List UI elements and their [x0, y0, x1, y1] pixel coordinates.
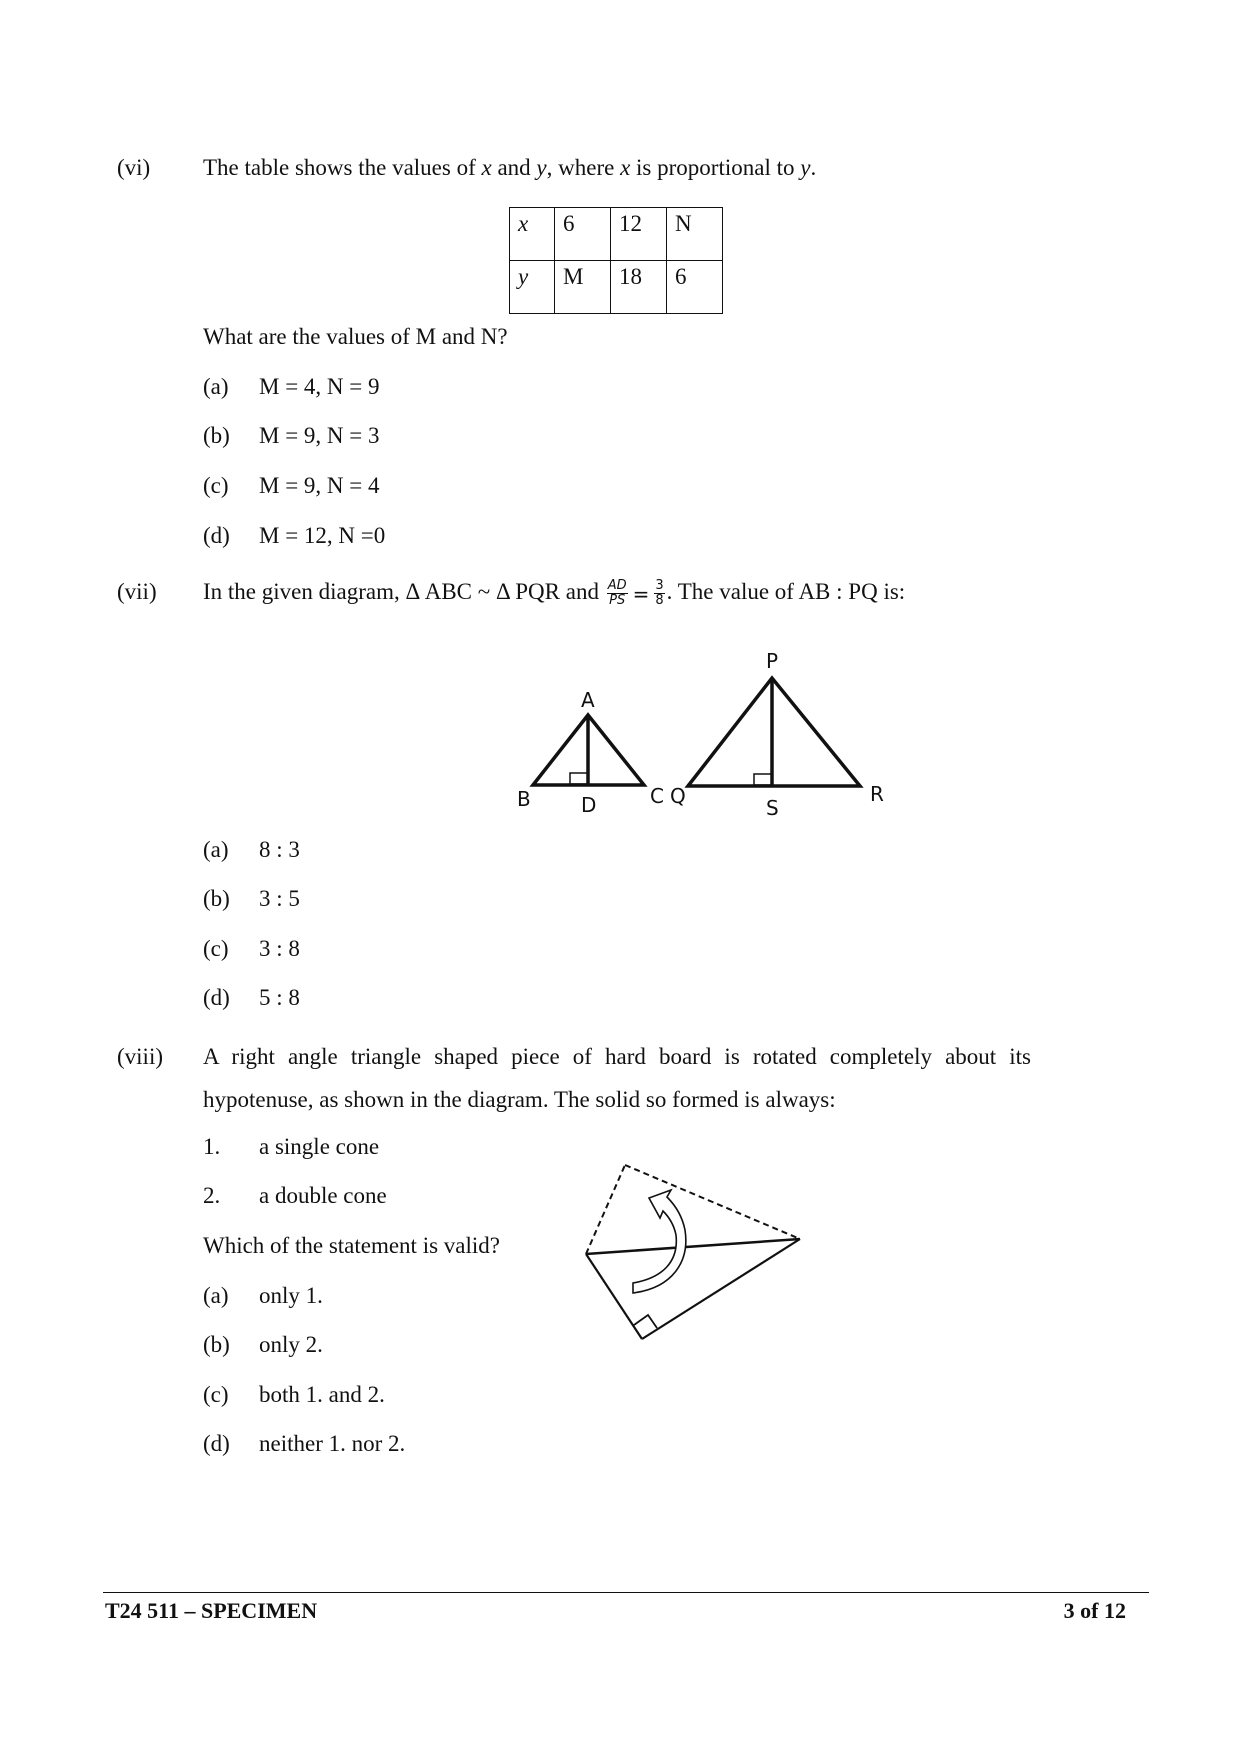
triangle-abc-diagram	[533, 715, 644, 785]
var-y: y	[800, 155, 811, 180]
triangle-pqr-diagram	[688, 678, 860, 786]
option-label: (b)	[203, 886, 230, 911]
table-cell: 12	[611, 208, 667, 261]
label-q: Q	[670, 784, 686, 808]
option-c-text[interactable]: M = 9, N = 4	[259, 473, 380, 498]
label-r: R	[870, 782, 884, 806]
fraction-denominator: PS	[609, 593, 626, 609]
table-cell: 18	[611, 261, 667, 314]
option-label: (d)	[203, 1431, 230, 1456]
footer-paper-code: T24 511 – SPECIMEN	[105, 1598, 318, 1623]
question-viii-prompt: Which of the statement is valid?	[203, 1233, 500, 1258]
option-c-text[interactable]: both 1. and 2.	[259, 1382, 385, 1407]
statement-label: 1.	[203, 1134, 221, 1159]
option-label: (c)	[203, 473, 229, 498]
footer-page-number: 3 of 12	[1063, 1598, 1126, 1623]
option-a-text[interactable]: 8 : 3	[259, 837, 300, 862]
var-y: y	[536, 155, 547, 180]
option-d-text[interactable]: neither 1. nor 2.	[259, 1431, 406, 1456]
text-segment: and	[491, 155, 537, 180]
rotation-diagram	[586, 1165, 800, 1339]
label-b: B	[517, 787, 531, 811]
option-label: (a)	[203, 1283, 229, 1308]
question-viii-line2: hypotenuse, as shown in the diagram. The solid so formed is always:	[203, 1087, 836, 1112]
statement-1-text: a single cone	[259, 1134, 380, 1159]
var-x: x	[481, 155, 492, 180]
option-a-text[interactable]: M = 4, N = 9	[259, 374, 380, 399]
statement-label: 2.	[203, 1183, 221, 1208]
footer-divider	[103, 1592, 1149, 1593]
option-label: (c)	[203, 1382, 229, 1407]
option-label: (b)	[203, 423, 230, 448]
table-cell: N	[667, 208, 723, 261]
option-label: (b)	[203, 1332, 230, 1357]
fraction-numerator: 3	[655, 577, 664, 593]
question-number-vi: (vi)	[117, 155, 151, 180]
text-segment: .	[810, 155, 817, 180]
label-s: S	[766, 796, 779, 820]
option-label: (d)	[203, 985, 230, 1010]
option-b-text[interactable]: 3 : 5	[259, 886, 300, 911]
option-label: (d)	[203, 523, 230, 548]
option-c-text[interactable]: 3 : 8	[259, 936, 300, 961]
table-cell: 6	[667, 261, 723, 314]
text-segment: . The value of AB : PQ is:	[666, 579, 906, 604]
equals-sign: =	[632, 581, 650, 606]
var-x: x	[620, 155, 631, 180]
label-p: P	[766, 649, 779, 673]
question-number-vii: (vii)	[117, 579, 157, 604]
option-d-text[interactable]: M = 12, N =0	[259, 523, 386, 548]
option-b-text[interactable]: M = 9, N = 3	[259, 423, 380, 448]
var-x: x	[518, 211, 529, 236]
question-vi-prompt: What are the values of M and N?	[203, 324, 508, 349]
option-label: (a)	[203, 374, 229, 399]
var-y: y	[518, 264, 529, 289]
option-a-text[interactable]: only 1.	[259, 1283, 323, 1308]
text-segment: , where	[546, 155, 621, 180]
fraction-numerator: AD	[607, 577, 627, 593]
question-number-viii: (viii)	[117, 1044, 163, 1069]
option-label: (a)	[203, 837, 229, 862]
option-b-text[interactable]: only 2.	[259, 1332, 323, 1357]
text-segment: is proportional to	[630, 155, 801, 180]
option-d-text[interactable]: 5 : 8	[259, 985, 300, 1010]
option-label: (c)	[203, 936, 229, 961]
label-d: D	[581, 793, 597, 817]
text-segment: In the given diagram, Δ ABC ~ Δ PQR and	[203, 579, 599, 604]
fraction-denominator: 8	[655, 593, 664, 609]
table-cell: 6	[555, 208, 611, 261]
table-cell: M	[555, 261, 611, 314]
text-segment: The table shows the values of	[203, 155, 482, 180]
label-a: A	[581, 688, 595, 712]
label-c: C	[650, 784, 664, 808]
statement-2-text: a double cone	[259, 1183, 387, 1208]
question-viii-line1: A right angle triangle shaped piece of hard board is rotated completely about its	[203, 1044, 1031, 1069]
